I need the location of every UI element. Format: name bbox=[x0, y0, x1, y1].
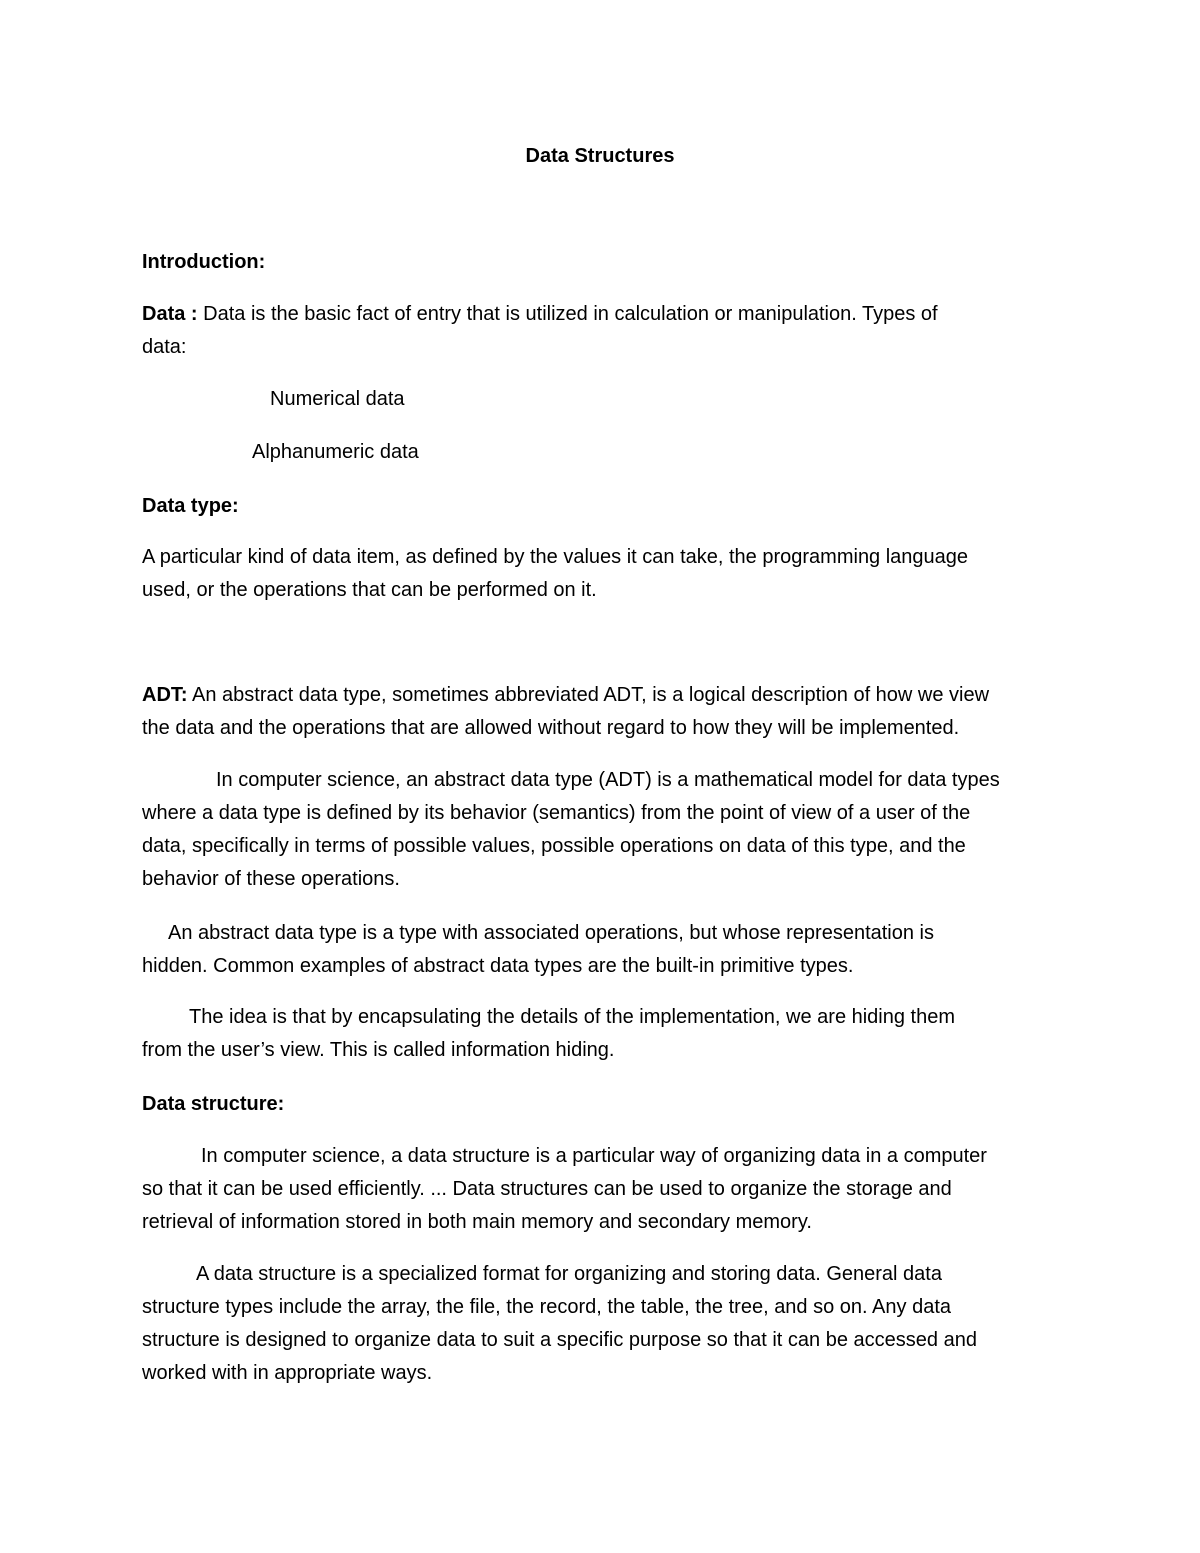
document-title: Data Structures bbox=[525, 145, 675, 167]
paragraph-line: structure is designed to organize data to suit a specific purpose so that it can be accessed and bbox=[142, 1329, 977, 1351]
adt-definition bbox=[142, 679, 1052, 745]
paragraph-line: data, specifically in terms of possible values, possible operations on data of this type, and the bbox=[142, 835, 966, 857]
paragraph-line: An abstract data type is a type with associated operations, but whose representation is bbox=[168, 922, 934, 944]
introduction-heading: Introduction: bbox=[142, 251, 266, 273]
paragraph-line: where a data type is defined by its behavior (semantics) from the point of view of a user of the bbox=[142, 802, 971, 824]
paragraph-line: A particular kind of data item, as defined by the values it can take, the programming language bbox=[142, 546, 969, 568]
paragraph-line: In computer science, an abstract data type (ADT) is a mathematical model for data types bbox=[216, 769, 1000, 791]
paragraph-line: The idea is that by encapsulating the details of the implementation, we are hiding them bbox=[189, 1006, 956, 1028]
adt-paragraph-3 bbox=[142, 1001, 1052, 1067]
data-type-item-numerical: Numerical data bbox=[270, 388, 405, 410]
adt-definition-line-1 bbox=[142, 679, 1052, 712]
paragraph-line: hidden. Common examples of abstract data types are the built-in primitive types. bbox=[142, 955, 854, 977]
data-definition-text: Data is the basic fact of entry that is utilized in calculation or manipulation. Types of bbox=[197, 303, 938, 325]
data-structure-heading: Data structure: bbox=[142, 1093, 285, 1115]
data-definition bbox=[142, 298, 1052, 364]
data-definition-line-1 bbox=[142, 298, 1052, 331]
paragraph-line: retrieval of information stored in both main memory and secondary memory. bbox=[142, 1211, 812, 1233]
paragraph-line: structure types include the array, the file, the record, the table, the tree, and so on. Any data bbox=[142, 1296, 951, 1318]
paragraph-line: so that it can be used efficiently. ... Data structures can be used to organize the storage and bbox=[142, 1178, 952, 1200]
adt-paragraph-2 bbox=[142, 917, 1052, 983]
data-type-item-alphanumeric: Alphanumeric data bbox=[252, 441, 419, 463]
paragraph-line: worked with in appropriate ways. bbox=[142, 1362, 433, 1384]
data-type-paragraph bbox=[142, 541, 1052, 607]
adt-definition-line-2: the data and the operations that are allowed without regard to how they will be implemented. bbox=[142, 717, 960, 739]
paragraph-line: used, or the operations that can be performed on it. bbox=[142, 579, 597, 601]
paragraph-line: In computer science, a data structure is a particular way of organizing data in a computer bbox=[201, 1145, 987, 1167]
data-structure-paragraph-2 bbox=[142, 1258, 1052, 1390]
data-label: Data : bbox=[142, 303, 198, 325]
data-type-heading: Data type: bbox=[142, 495, 239, 517]
paragraph-line: from the user’s view. This is called information hiding. bbox=[142, 1039, 615, 1061]
paragraph-line: behavior of these operations. bbox=[142, 868, 400, 890]
adt-paragraph-1 bbox=[142, 764, 1052, 896]
adt-definition-text: An abstract data type, sometimes abbreviated ADT, is a logical description of how we view bbox=[187, 684, 990, 706]
adt-label: ADT: bbox=[142, 684, 188, 706]
data-structure-paragraph-1 bbox=[142, 1140, 1052, 1239]
data-definition-line-2: data: bbox=[142, 336, 187, 358]
paragraph-line: A data structure is a specialized format for organizing and storing data. General data bbox=[196, 1263, 942, 1285]
